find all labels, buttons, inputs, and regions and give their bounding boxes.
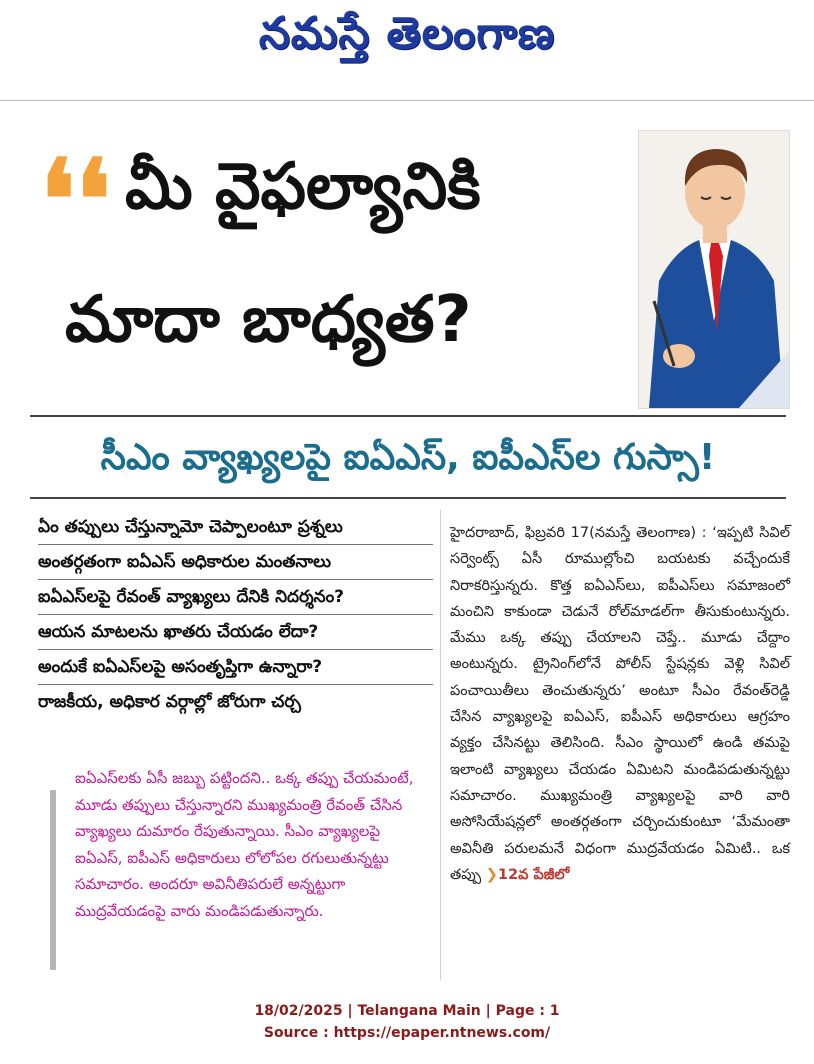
masthead — [0, 0, 814, 100]
continued-on-page[interactable] — [486, 867, 570, 883]
quote-mark-icon: ❛❛ — [40, 135, 111, 264]
article-body — [450, 520, 790, 888]
highlight-side-bar — [50, 790, 56, 970]
page-footer — [0, 1000, 814, 1044]
arrow-icon: ❯ — [485, 866, 498, 883]
continued-label: 12వ పేజీలో — [497, 866, 570, 883]
key-points-list — [38, 510, 433, 719]
businessman-writing-icon — [639, 131, 789, 408]
highlight-text: ఐఏఎస్‌లకు ఏసీ జబ్బు పట్టిందని.. ఒక్క తప్పు చేయమంటే, మూడు తప్పులు చేస్తున్నారని ముఖ్యమంత్రి రేవంత్ చేసిన వ్యాఖ్యలు దుమారం రేపుతున్నాయి. సీఎం వ్యాఖ్యలపై ఐఏఎస్, ఐపీఎస్ అధికారులు లోలోపల రగులుతున్నట్టు సమాచారం. అందరూ అవినీతిపరులే అన్నట్టుగా ముద్రవేయడంపై వారు మండిపడుతున్నారు. — [75, 769, 414, 920]
column-divider — [440, 510, 441, 980]
key-point: రాజకీయ, అధికార వర్గాల్లో జోరుగా చర్చ — [38, 692, 301, 712]
article-body-text: హైదరాబాద్, ఫిబ్రవరి 17(నమస్తే తెలంగాణ) : ‘ఇప్పటి సివిల్ సర్వెంట్స్ ఏసీ రూముల్లోంచి బయటకు వచ్చేందుకే నిరాకరిస్తున్నరు. కొత్త ఐఏఎస్‌లు, ఐపీఎస్‌లు సమాజంలో మంచిని కాకుండా చెడునే రోల్‌మాడల్‌గా తీసుకుంటున్నరు. మేము ఒక్క తప్పు చేయాలని చెప్తే.. మూడు చేద్దాం అంటున్నరు. ట్రైనింగ్‌లోనే పోలీస్ స్టేషన్లకు వెళ్లి సివిల్ పంచాయితీలు తెంచుతున్నరు’ అంటూ సీఎం రేవంత్‌రెడ్డి చేసిన వ్యాఖ్యలపై ఐఏఎస్, ఐపీఎస్ అధికారులు ఆగ్రహం వ్యక్తం చేసినట్టు తెలిసింది. సీఎం స్థాయిలో ఉండి తమపై ఇలాంటి వ్యాఖ్యలు చేయడం ఏమిటని మండిపడుతున్నట్టు సమాచారం. ముఖ్యమంత్రి వ్యాఖ్యలపై వారి వారి అసోసియేషన్లలో అంతర్గతంగా చర్చించుకుంటూ ‘మేమంతా అవినీతి పరులమనే విధంగా ముద్రవేయడం ఏమిటి.. ఒక తప్పు — [450, 525, 790, 883]
key-point: ఆయన మాటలను ఖాతరు చేయడం లేదా? — [38, 615, 433, 650]
subheadline-divider — [30, 497, 786, 499]
newspaper-logo: నమస్తే తెలంగాణ — [258, 8, 556, 59]
key-point: ఐఏఎస్‌లపై రేవంత్ వ్యాఖ్యలు దేనికి నిదర్శనం? — [38, 580, 433, 615]
businessman-illustration — [638, 130, 790, 409]
headline-line-1: మీ వైఫల్యానికి — [125, 150, 481, 224]
key-point: అందుకే ఐఏఎస్‌లపై అసంతృప్తిగా ఉన్నారా? — [38, 650, 433, 685]
footer-date-line: 18/02/2025 | Telangana Main | Page : 1 — [254, 1003, 560, 1019]
footer-source-line: Source : https://epaper.ntnews.com/ — [263, 1025, 551, 1041]
key-point: ఏం తప్పులు చేస్తున్నామో చెప్పాలంటూ ప్రశ్నలు — [38, 510, 433, 545]
masthead-divider — [0, 100, 814, 101]
headline-line-2: మాదా బాధ్యత? — [65, 283, 472, 357]
key-point: అంతర్గతంగా ఐఏఎస్ అధికారుల మంతనాలు — [38, 545, 433, 580]
subheadline: సీఎం వ్యాఖ్యలపై ఐఏఎస్, ఐపీఎస్‌ల గుస్సా! — [100, 437, 716, 478]
headline-divider — [30, 415, 786, 417]
headline-area — [30, 130, 790, 415]
highlight-box — [50, 765, 435, 975]
